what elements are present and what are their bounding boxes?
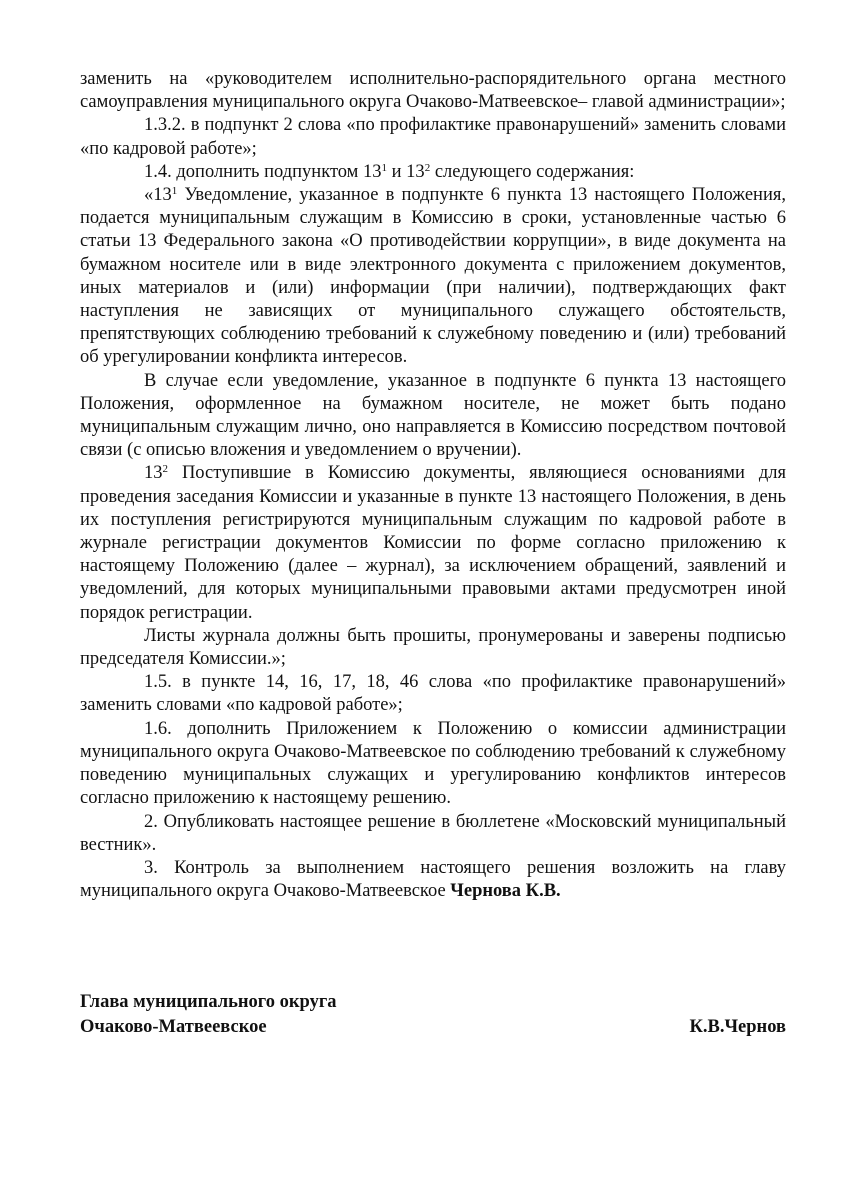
paragraph-2: 2. Опубликовать настоящее решение в бюллетене «Московский муниципальный вестник». <box>80 811 786 855</box>
superscript: 1 <box>171 185 178 198</box>
document-body <box>80 68 786 903</box>
paragraph-1: заменить на «руководителем исполнительно-распорядительного органа местного самоуправления муниципального округа Очаково-Матвеевское– главой администрации»; <box>80 69 786 113</box>
signature-row <box>80 1015 786 1040</box>
superscript: 1 <box>381 161 388 174</box>
text-part: 1.4. дополнить подпунктом 13 <box>144 161 382 182</box>
signature-title: Глава муниципального округа <box>80 992 337 1012</box>
paragraph-1-6: 1.6. дополнить Приложением к Положению о комиссии администрации муниципального округа Очаково-Матвеевское по соблюдению требований к служебному поведению муниципальных служащих и урегулированию конфликтов интересов согласно приложению к настоящему решению. <box>80 718 786 809</box>
paragraph-1-5: 1.5. в пункте 14, 16, 17, 18, 46 слова «по профилактике правонарушений» заменить словами «по кадровой работе»; <box>80 672 786 716</box>
paragraph-13-1 <box>80 184 786 370</box>
paragraph-13-2 <box>80 462 786 624</box>
text-part: Поступившие в Комиссию документы, являющиеся основаниями для проведения заседания Комиссии и указанные в пункте 13 настоящего Положения, в день их поступления регистрируются муниципальным служащим по кадровой работе в журнале регистрации документов Комиссии по форме согласно приложению к настоящему Положению (далее – журнал), за исключением обращений, заявлений и уведомлений, для которых муниципальными правовыми актами предусмотрен иной порядок регистрации. <box>80 463 786 623</box>
signature-municipality: Очаково-Матвеевское <box>80 1017 267 1037</box>
paragraph-1-3-2: 1.3.2. в подпункт 2 слова «по профилактике правонарушений» заменить словами «по кадровой работе»; <box>80 115 786 159</box>
paragraph-1-4 <box>80 161 786 184</box>
paragraph-3 <box>80 857 786 903</box>
bold-name: Чернова К.В. <box>450 881 561 902</box>
superscript: 2 <box>424 161 431 174</box>
signature-block <box>80 990 786 1040</box>
paragraph-paper-notice: В случае если уведомление, указанное в подпункте 6 пункта 13 настоящего Положения, оформленное на бумажном носителе, не может быть подано муниципальным служащим лично, оно направляется в Комиссию посредством почтовой связи (с описью вложения и уведомлением о вручении). <box>80 370 786 461</box>
superscript: 2 <box>162 463 168 476</box>
text-part: 13 <box>144 463 163 484</box>
paragraph-journal-sheets: Листы журнала должны быть прошиты, пронумерованы и заверены подписью председателя Комиссии.»; <box>80 625 786 670</box>
text-part: 3. Контроль за выполнением настоящего решения возложить на главу муниципального округа Очаково-Матвеевское <box>80 857 786 902</box>
text-part: Уведомление, указанное в подпункте 6 пункта 13 настоящего Положения, подается муниципальным служащим в Комиссию в сроки, установленные частью 6 статьи 13 Федерального закона «О противодействии коррупции», в виде документа на бумажном носителе или в виде электронного документа с приложением документов, иных материалов и (или) информации (при наличии), подтверждающих факт наступления не зависящих от муниципального служащего обстоятельств, препятствующих соблюдению требований к служебному поведению и (или) требований об урегулировании конфликта интересов. <box>80 185 786 368</box>
text-part: следующего содержания: <box>430 161 635 182</box>
signature-name: К.В.Чернов <box>689 1017 786 1037</box>
text-part: «13 <box>144 185 172 206</box>
text-part: и 13 <box>387 161 425 182</box>
